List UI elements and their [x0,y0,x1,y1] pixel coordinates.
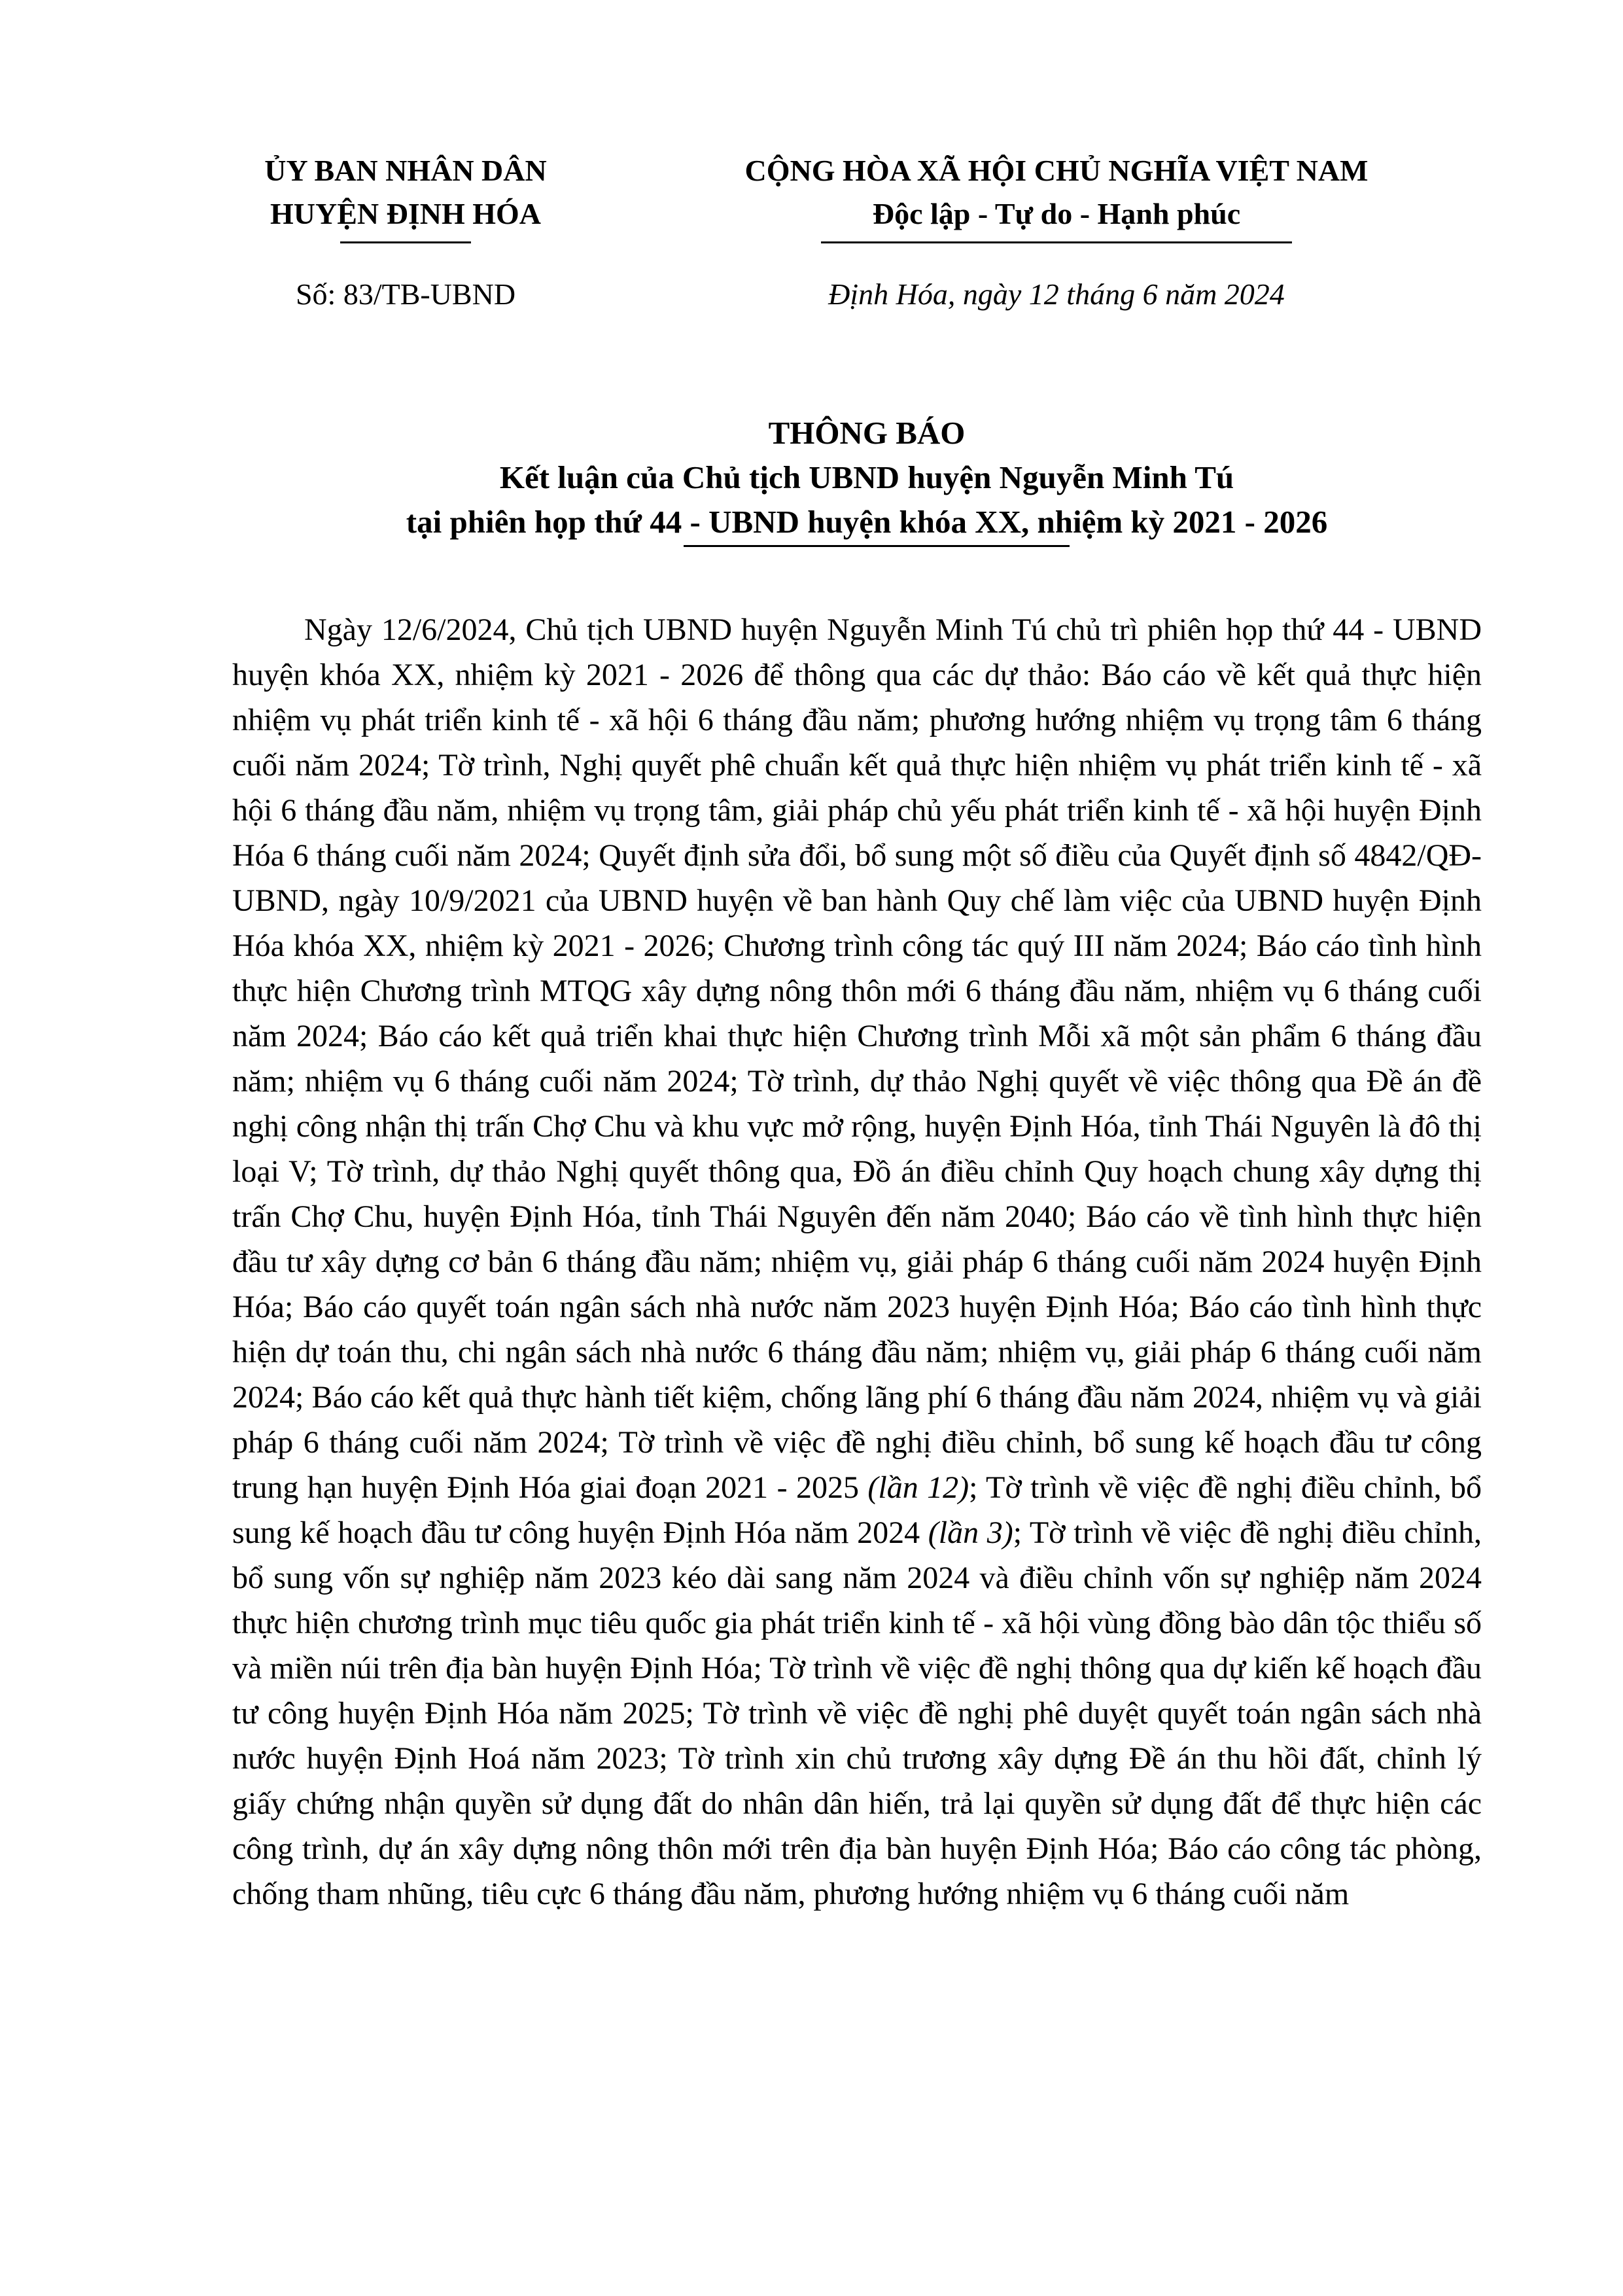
place-and-date: Định Hóa, ngày 12 tháng 6 năm 2024 [828,277,1285,311]
body-paragraph [232,607,1482,1916]
body-italic-1: (lần 12) [867,1470,969,1505]
authority-line-1: ỦY BAN NHÂN DÂN [264,154,547,187]
body-text-part-1: Ngày 12/6/2024, Chủ tịch UBND huyện Nguyễn Minh Tú chủ trì phiên họp thứ 44 - UBND huyện khóa XX, nhiệm kỳ 2021 - 2026 để thông qua các dự thảo: Báo cáo về kết quả thực hiện nhiệm vụ phát triển kinh tế - xã hội 6 tháng đầu năm; phương hướng nhiệm vụ trọng tâm 6 tháng cuối năm 2024; Tờ trình, Nghị quyết phê chuẩn kết quả thực hiện nhiệm vụ phát triển kinh tế - xã hội 6 tháng đầu năm, nhiệm vụ trọng tâm, giải pháp chủ yếu phát triển kinh tế - xã hội huyện Định Hóa 6 tháng cuối năm 2024; Quyết định sửa đổi, bổ sung một số điều của Quyết định số 4842/QĐ-UBND, ngày 10/9/2021 của UBND huyện về ban hành Quy chế làm việc của UBND huyện Định Hóa khóa XX, nhiệm kỳ 2021 - 2026; Chương trình công tác quý III năm 2024; Báo cáo tình hình thực hiện Chương trình MTQG xây dựng nông thôn mới 6 tháng đầu năm, nhiệm vụ 6 tháng cuối năm 2024; Báo cáo kết quả triển khai thực hiện Chương trình Mỗi xã một sản phẩm 6 tháng đầu năm; nhiệm vụ 6 tháng cuối năm 2024; Tờ trình, dự thảo Nghị quyết về việc thông qua Đề án đề nghị công nhận thị trấn Chợ Chu và khu vực mở rộng, huyện Định Hóa, tỉnh Thái Nguyên là đô thị loại V; Tờ trình, dự thảo Nghị quyết thông qua, Đồ án điều chỉnh Quy hoạch chung xây dựng thị trấn Chợ Chu, huyện Định Hóa, tỉnh Thái Nguyên đến năm 2040; Báo cáo về tình hình thực hiện đầu tư xây dựng cơ bản 6 tháng đầu năm; nhiệm vụ, giải pháp 6 tháng cuối năm 2024 huyện Định Hóa; Báo cáo quyết toán ngân sách nhà nước năm 2023 huyện Định Hóa; Báo cáo tình hình thực hiện dự toán thu, chi ngân sách nhà nước 6 tháng đầu năm; nhiệm vụ, giải pháp 6 tháng cuối năm 2024; Báo cáo kết quả thực hành tiết kiệm, chống lãng phí 6 tháng đầu năm 2024, nhiệm vụ và giải pháp 6 tháng cuối năm 2024; Tờ trình về việc đề nghị điều chỉnh, bổ sung kế hoạch đầu tư công trung hạn huyện Định Hóa giai đoạn 2021 - 2025 [232,612,1482,1505]
motto-underline [821,241,1292,243]
title-line-2: Kết luận của Chủ tịch UBND huyện Nguyễn Minh Tú [499,459,1234,495]
title-underline [684,545,1070,547]
body-text-part-3: ; Tờ trình về việc đề nghị điều chỉnh, bổ sung vốn sự nghiệp năm 2023 kéo dài sang năm 2024 và điều chỉnh vốn sự nghiệp năm 2024 thực hiện chương trình mục tiêu quốc gia phát triển kinh tế - xã hội vùng đồng bào dân tộc thiểu số và miền núi trên địa bàn huyện Định Hóa; Tờ trình về việc đề nghị thông qua dự kiến kế hoạch đầu tư công huyện Định Hóa năm 2025; Tờ trình về việc đề nghị phê duyệt quyết toán ngân sách nhà nước huyện Định Hoá năm 2023; Tờ trình xin chủ trương xây dựng Đề án thu hồi đất, chỉnh lý giấy chứng nhận quyền sử dụng đất do nhân dân hiến, trả lại quyền sử dụng đất để thực hiện các công trình, dự án xây dựng nông thôn mới trên địa bàn huyện Định Hóa; Báo cáo công tác phòng, chống tham nhũng, tiêu cực 6 tháng đầu năm, phương hướng nhiệm vụ 6 tháng cuối năm [232,1515,1482,1911]
national-motto: Độc lập - Tự do - Hạnh phúc [872,197,1241,230]
document-number: Số: 83/TB-UBND [295,277,516,311]
title-line-1: THÔNG BÁO [768,415,966,451]
body-text-part-2: ; Tờ trình về việc đề nghị điều chỉnh, bổ sung kế hoạch đầu tư công huyện Định Hóa năm 2024 [232,1470,1482,1550]
body-italic-2: (lần 3) [928,1515,1013,1550]
document-title [216,411,1518,544]
national-name: CỘNG HÒA XÃ HỘI CHỦ NGHĨA VIỆT NAM [744,154,1369,187]
title-line-3: tại phiên họp thứ 44 - UBND huyện khóa XX, nhiệm kỳ 2021 - 2026 [406,504,1328,540]
authority-line-2: HUYỆN ĐỊNH HÓA [270,197,542,230]
authority-underline [340,241,471,243]
national-heading [644,149,1469,236]
issuing-authority [216,149,595,236]
